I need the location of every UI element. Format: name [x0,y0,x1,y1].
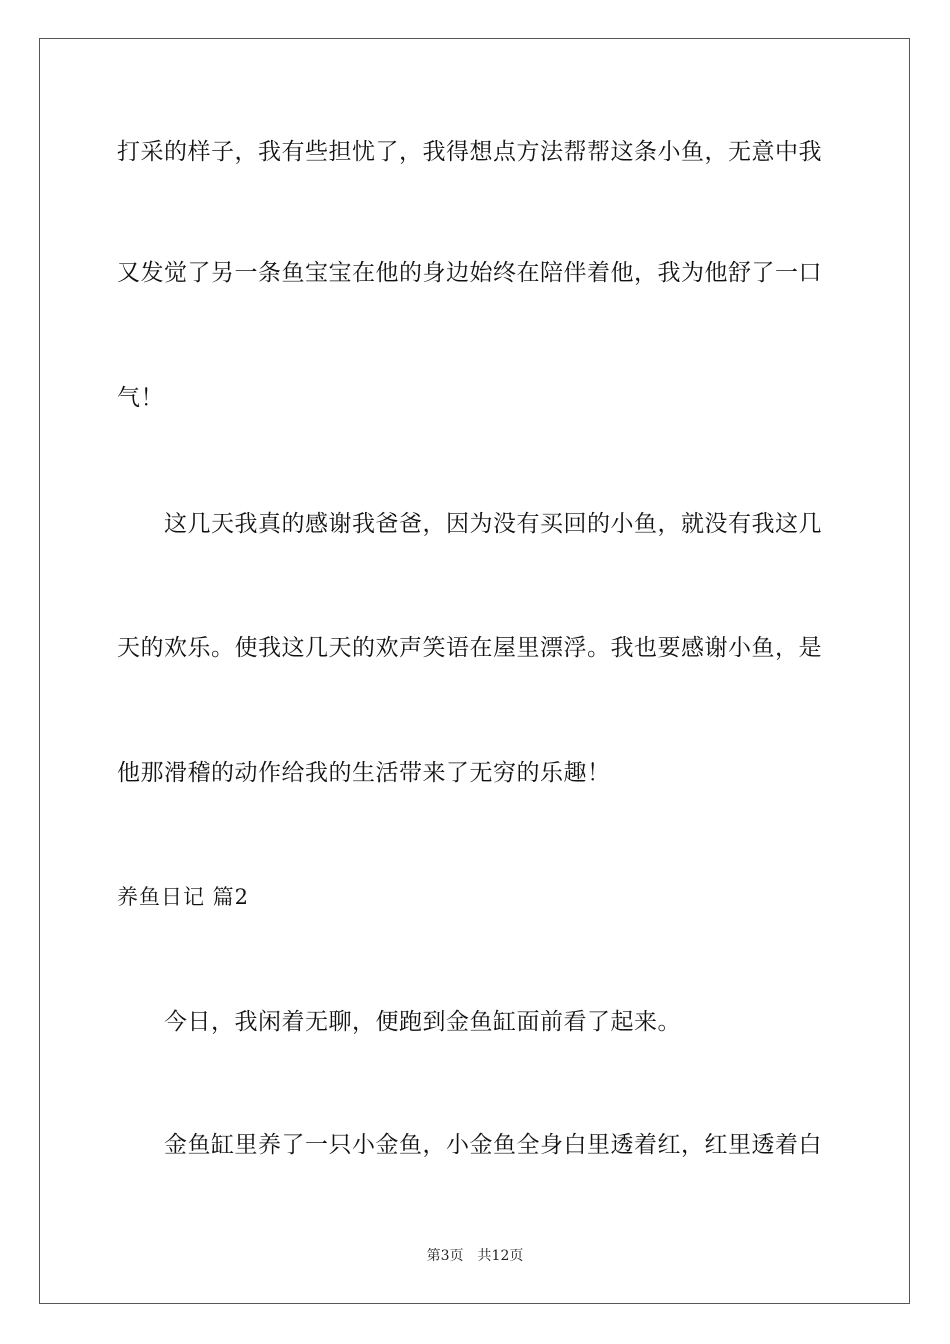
body-line-6: 他那滑稽的动作给我的生活带来了无穷的乐趣！ [117,760,611,786]
page-footer [0,1246,950,1266]
page-border [39,38,910,1304]
total-pages: 共12页 [477,1248,524,1264]
section-heading: 养鱼日记 篇2 [117,885,250,909]
body-line-4: 这几天我真的感谢我爸爸，因为没有买回的小鱼，就没有我这几 [164,511,822,537]
body-line-1: 打采的样子，我有些担忧了，我得想点方法帮帮这条小鱼，无意中我 [117,139,822,165]
body-line-2: 又发觉了另一条鱼宝宝在他的身边始终在陪伴着他，我为他舒了一口 [117,260,822,286]
body-line-5: 天的欢乐。使我这几天的欢声笑语在屋里漂浮。我也要感谢小鱼，是 [117,635,822,661]
body-line-8: 金鱼缸里养了一只小金鱼，小金鱼全身白里透着红，红里透着白 [164,1132,822,1158]
page-number: 第3页 [426,1248,464,1264]
body-line-7: 今日，我闲着无聊，便跑到金鱼缸面前看了起来。 [164,1009,681,1035]
body-line-3: 气！ [117,385,164,411]
